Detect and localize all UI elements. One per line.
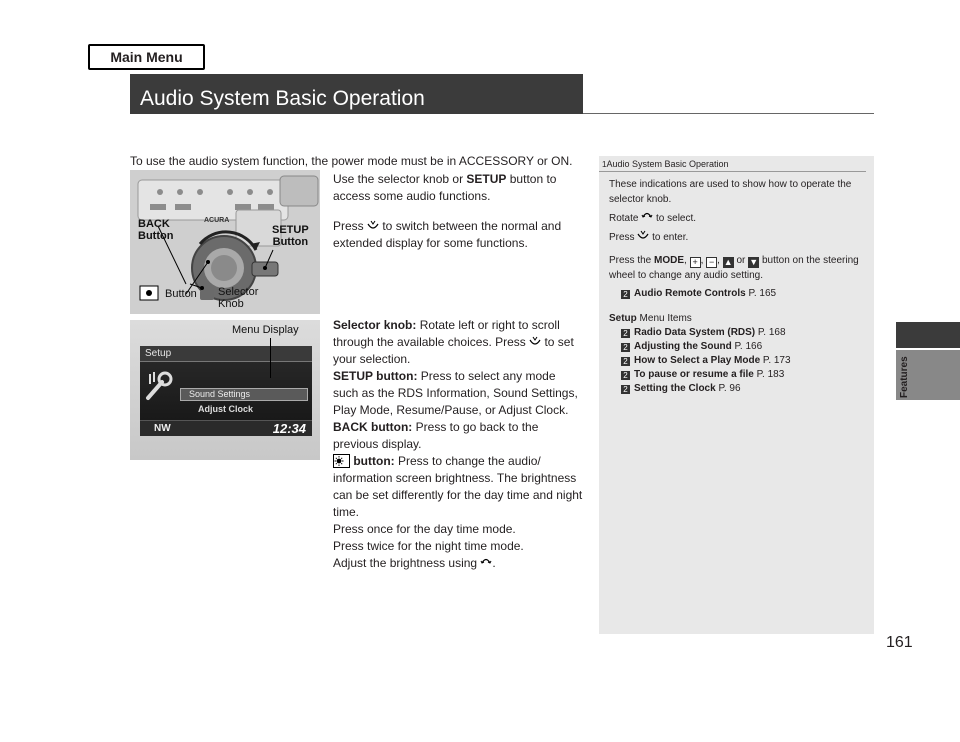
xref-setting-clock[interactable]: 2 Setting the Clock P. 96 [609, 382, 864, 396]
menu-item-label: Sound Settings [189, 389, 251, 399]
xref-audio-remote-controls[interactable]: 2 Audio Remote Controls P. 165 [609, 287, 864, 301]
svg-text:ACURA: ACURA [204, 217, 230, 224]
knob-press-icon [637, 230, 649, 241]
section-label: Features [899, 356, 910, 398]
knob-press-icon [367, 219, 379, 230]
brightness-icon [333, 454, 350, 468]
knob-rotate-icon [641, 211, 653, 222]
menu-item-sound-settings[interactable] [180, 388, 308, 401]
knob-press-icon [529, 335, 541, 346]
back-button-label: BACK Button [138, 218, 174, 242]
notes-heading: 1Audio System Basic Operation [599, 156, 866, 172]
plus-key-icon: + [690, 257, 701, 268]
wrench-icon [144, 370, 174, 402]
xref-play-mode[interactable]: 2 How to Select a Play Mode P. 173 [609, 354, 864, 368]
title-divider [583, 113, 874, 114]
knob-rotate-icon [480, 556, 492, 567]
xref-adjusting-sound[interactable]: 2 Adjusting the Sound P. 166 [609, 340, 864, 354]
setup-button-label: SETUP Button [272, 224, 309, 248]
menu-display-label: Menu Display [232, 324, 299, 336]
page-title: Audio System Basic Operation [130, 74, 583, 114]
xref-arrow-icon: 2 [621, 357, 630, 366]
up-arrow-key-icon: ▲ [723, 257, 733, 267]
minus-key-icon: − [706, 257, 717, 268]
button-descriptions: Selector knob: Rotate left or right to scroll through the available choices. Press to set your selection. SETUP button: Press to select any mode such as the RDS Information, Sound Settings, Play Mode, Resume/Pause, or Adjust Clock. BACK button: Press to go back to the previous display. button: Press to change the audio/ information screen brightness. The brightness can be set differently for the day time and night time. Press once for the day time mode. Press twice for the night time mode. Adjust the brightness using . [333, 318, 583, 570]
section-tab-marker [896, 322, 960, 348]
xref-arrow-icon: 2 [621, 329, 630, 338]
down-arrow-key-icon: ▼ [749, 257, 759, 267]
page-number: 161 [886, 634, 913, 651]
menu-display-photo [130, 320, 320, 460]
xref-arrow-icon: 2 [621, 371, 630, 380]
callout-line [270, 338, 271, 378]
clock-readout: 12:34 [272, 421, 306, 436]
menu-item-label: Adjust Clock [198, 404, 254, 414]
audio-screen [140, 346, 312, 436]
screen-header [140, 346, 312, 362]
xref-arrow-icon: 2 [621, 385, 630, 394]
screen-title: Setup [145, 348, 172, 359]
menu-item-adjust-clock[interactable] [180, 404, 308, 417]
console-photo [130, 170, 320, 314]
compass-readout: NW [154, 423, 171, 434]
xref-arrow-icon: 2 [621, 290, 630, 299]
selector-knob-label: Selector Knob [218, 286, 259, 310]
intro-text: To use the audio system function, the power mode must be in ACCESSORY or ON. [130, 154, 573, 168]
xref-rds[interactable]: 2 Radio Data System (RDS) P. 168 [609, 326, 864, 340]
notes-panel: 1Audio System Basic Operation These indications are used to show how to operate the selector knob. Rotate to select. Press to enter. Press the MODE, + , − , ▲ or ▼ button on the steering wheel to change any audio setting. 2 Audio Remote Controls P. 165 Setup Menu Items 2 Radio Data System (RDS) P. 168 2 Adjusting the Sound P. 166 2 How to Select a Play Mode P. 173 2 To pause or resume a file P. 183 2 Setting the Clock P. 96 [599, 156, 874, 634]
main-menu-button[interactable]: Main Menu [88, 44, 205, 70]
screen-status-bar [140, 420, 312, 436]
xref-pause-resume[interactable]: 2 To pause or resume a file P. 183 [609, 368, 864, 382]
xref-arrow-icon: 2 [621, 343, 630, 352]
brightness-button-label: Button [165, 288, 197, 300]
intro-instructions: Use the selector knob or SETUP button to access some audio functions. Press to switch between the normal and extended display for some functions. [333, 172, 562, 250]
